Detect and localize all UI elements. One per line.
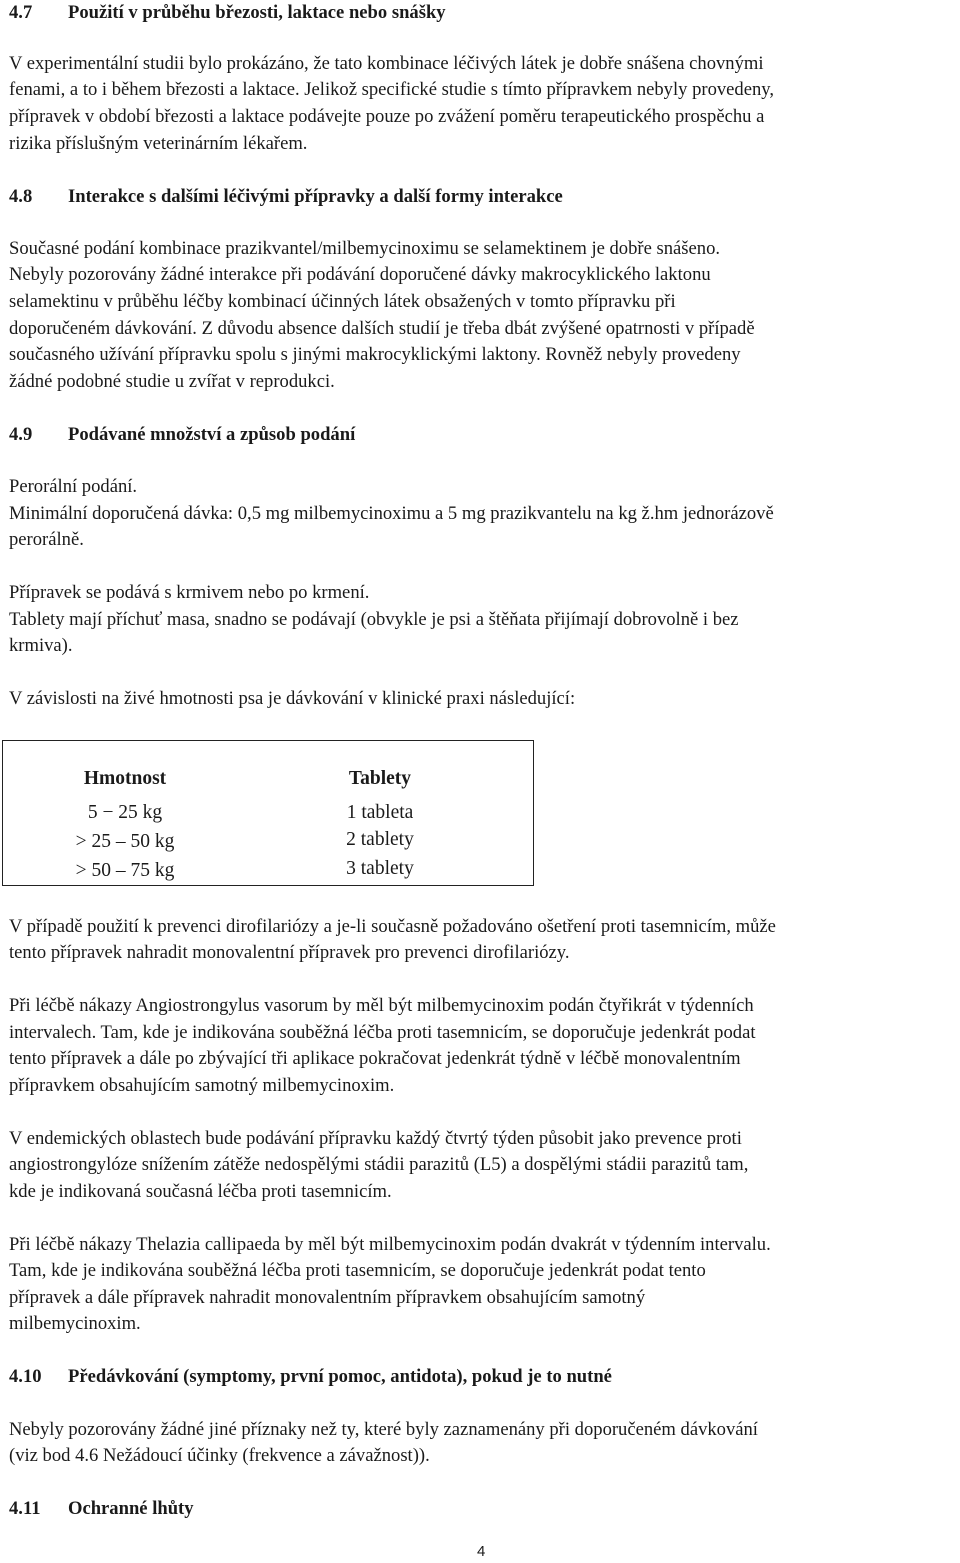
paragraph-line: Nebyly pozorovány žádné interakce při podávání doporučené dávky makrocyklického laktonu (9, 264, 711, 285)
paragraph-line: přípravek a dále přípravek nahradit monovalentním přípravkem obsahujícím samotný (9, 1287, 646, 1308)
paragraph-line: kde je indikovaná současná léčba proti tasemnicím. (9, 1181, 392, 1202)
section-number: 4.10 (9, 1366, 42, 1387)
section-heading-4-10 (9, 1364, 612, 1390)
paragraph-line: Nebyly pozorovány žádné jiné příznaky než ty, které byly zaznamenány při doporučeném dávkování (9, 1419, 758, 1440)
page-number: 4 (477, 1543, 486, 1560)
paragraph-line: Tablety mají příchuť masa, snadno se podávají (obvykle je psi a štěňata přijímají dobrovolně i bez (9, 609, 739, 630)
section-title: Použití v průběhu březosti, laktace nebo snášky (68, 2, 446, 23)
paragraph-line: V endemických oblastech bude podávání přípravku každý čtvrtý týden působit jako prevence proti (9, 1128, 742, 1149)
table-cell-tablets: 3 tablety (346, 858, 414, 879)
paragraph-line: angiostrongylóze snížením zátěže nedospělými stádii parazitů (L5) a dospělými stádii parazitů tam, (9, 1154, 749, 1175)
table-cell-tablets: 1 tableta (346, 802, 414, 823)
paragraph-line: přípravkem obsahujícím samotný milbemycinoxim. (9, 1075, 395, 1096)
paragraph-line: Tam, kde je indikována souběžná léčba proti tasemnicím, se doporučuje jedenkrát podat tento (9, 1260, 706, 1281)
paragraph-line: Při léčbě nákazy Thelazia callipaeda by měl být milbemycinoxim podán dvakrát v týdenním intervalu. (9, 1234, 771, 1255)
paragraph-line: perorálně. (9, 529, 84, 550)
paragraph-line: tento přípravek nahradit monovalentní přípravek pro prevenci dirofilariózy. (9, 942, 570, 963)
paragraph-line: milbemycinoxim. (9, 1313, 141, 1334)
paragraph-line: žádné podobné studie u zvířat v reprodukci. (9, 371, 335, 392)
paragraph-line: (viz bod 4.6 Nežádoucí účinky (frekvence a závažnost)). (9, 1445, 430, 1466)
section-number: 4.8 (9, 186, 33, 207)
paragraph-line: doporučeném dávkování. Z důvodu absence dalších studií je třeba dbát zvýšené opatrnosti v případě (9, 318, 755, 339)
section-number: 4.9 (9, 424, 33, 445)
paragraph-line: krmiva). (9, 635, 73, 656)
paragraph-line: Přípravek se podává s krmivem nebo po krmení. (9, 582, 370, 603)
paragraph-line: Perorální podání. (9, 476, 138, 497)
section-title: Ochranné lhůty (68, 1498, 194, 1519)
paragraph-line: fenami, a to i během březosti a laktace. Jelikož specifické studie s tímto přípravkem nebyly provedeny, (9, 79, 775, 100)
section-number: 4.11 (9, 1498, 41, 1519)
paragraph-line: V experimentální studii bylo prokázáno, že tato kombinace léčivých látek je dobře snášena chovnými (9, 53, 764, 74)
table-cell-weight: > 50 – 75 kg (75, 860, 175, 881)
table-header-weight: Hmotnost (83, 768, 167, 789)
section-heading-4-11 (9, 1496, 194, 1522)
paragraph-line: současného užívání přípravku spolu s jinými makrocyklickými laktony. Rovněž nebyly provedeny (9, 344, 741, 365)
section-heading-4-7 (9, 0, 446, 26)
section-title: Podávané množství a způsob podání (68, 424, 356, 445)
paragraph-line: Při léčbě nákazy Angiostrongylus vasorum by měl být milbemycinoxim podán čtyřikrát v týdenních (9, 995, 754, 1016)
dosage-table (2, 740, 534, 886)
paragraph-line: Současné podání kombinace prazikvantel/milbemycinoximu se selamektinem je dobře snášeno. (9, 238, 721, 259)
section-number: 4.7 (9, 2, 33, 23)
section-title: Interakce s dalšími léčivými přípravky a další formy interakce (68, 186, 563, 207)
section-heading-4-9 (9, 422, 355, 448)
paragraph-line: Minimální doporučená dávka: 0,5 mg milbemycinoximu a 5 mg prazikvantelu na kg ž.hm jednorázově (9, 503, 774, 524)
table-cell-tablets: 2 tablety (346, 829, 414, 850)
paragraph-line: intervalech. Tam, kde je indikována souběžná léčba proti tasemnicím, se doporučuje jedenkrát podat (9, 1022, 756, 1043)
paragraph-line: rizika příslušným veterinárním lékařem. (9, 133, 308, 154)
paragraph-line: přípravek v období březosti a laktace podávejte pouze po zvážení poměru terapeutického prospěchu a (9, 106, 765, 127)
section-title: Předávkování (symptomy, první pomoc, antidota), pokud je to nutné (68, 1366, 612, 1387)
section-heading-4-8 (9, 184, 563, 210)
table-cell-weight: 5 − 25 kg (87, 802, 163, 823)
paragraph-line: selamektinu v průběhu léčby kombinací účinných látek obsažených v tomto přípravku při (9, 291, 676, 312)
table-cell-weight: > 25 – 50 kg (75, 831, 175, 852)
table-header-tablets: Tablety (348, 768, 412, 789)
paragraph-line: V případě použití k prevenci dirofilariózy a je-li současně požadováno ošetření proti tasemnicím, může (9, 916, 776, 937)
paragraph-line: V závislosti na živé hmotnosti psa je dávkování v klinické praxi následující: (9, 688, 576, 709)
paragraph-line: tento přípravek a dále po zbývající tři aplikace pokračovat jedenkrát týdně v léčbě monovalentním (9, 1048, 741, 1069)
